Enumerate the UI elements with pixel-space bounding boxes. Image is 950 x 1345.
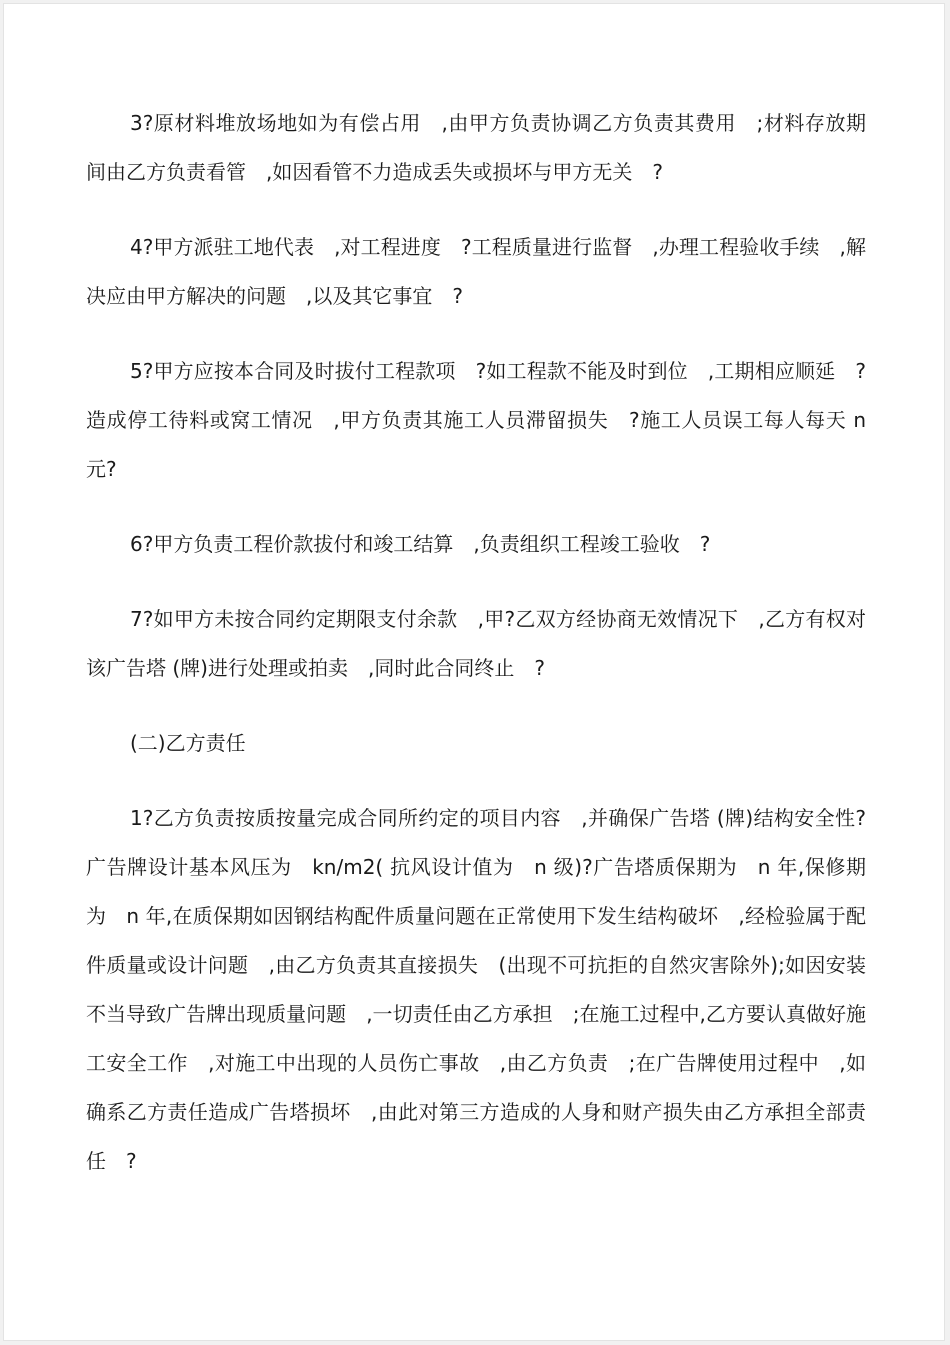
- paragraph-item-4: 4?甲方派驻工地代表 ,对工程进度 ?工程质量进行监督 ,办理工程验收手续 ,解决应由甲方解决的问题 ,以及其它事宜 ?: [86, 235, 866, 308]
- section-heading-party-b: (二)乙方责任: [130, 731, 246, 755]
- document-page: [3, 3, 945, 1341]
- paragraph-item-5: 5?甲方应按本合同及时拔付工程款项 ?如工程款不能及时到位 ,工期相应顺延 ?造成停工待料或窝工情况 ,甲方负责其施工人员滞留损失 ?施工人员误工每人每天 n 元?: [86, 359, 873, 481]
- paragraph-item-b1: 1?乙方负责按质按量完成合同所约定的项目内容 ,并确保广告塔 (牌)结构安全性?广告牌设计基本风压为 kn/m2( 抗风设计值为 n 级)?广告塔质保期为 n 年,保修期为 n 年,在质保期如因钢结构配件质量问题在正常使用下发生结构破坏 ,经检验属于配件质量或设计问题 ,由乙方负责其直接损失 (出现不可抗拒的自然灾害除外);如因安装不当导致广告牌出现质量问题 ,一切责任由乙方承担 ;在施工过程中,乙方要认真做好施工安全工作 ,对施工中出现的人员伤亡事故 ,由乙方负责 ;在广告牌使用过程中 ,如确系乙方责任造成广告塔损坏 ,由此对第三方造成的人身和财产损失由乙方承担全部责任 ?: [86, 806, 866, 1173]
- paragraph-item-7: 7?如甲方未按合同约定期限支付余款 ,甲?乙双方经协商无效情况下 ,乙方有权对该广告塔 (牌)进行处理或拍卖 ,同时此合同终止 ?: [86, 607, 866, 680]
- paragraph-item-3: 3?原材料堆放场地如为有偿占用 ,由甲方负责协调乙方负责其费用 ;材料存放期间由乙方负责看管 ,如因看管不力造成丢失或损坏与甲方无关 ?: [86, 111, 866, 184]
- document-body: [86, 99, 873, 1212]
- paragraph-item-6: 6?甲方负责工程价款拔付和竣工结算 ,负责组织工程竣工验收 ?: [130, 532, 711, 556]
